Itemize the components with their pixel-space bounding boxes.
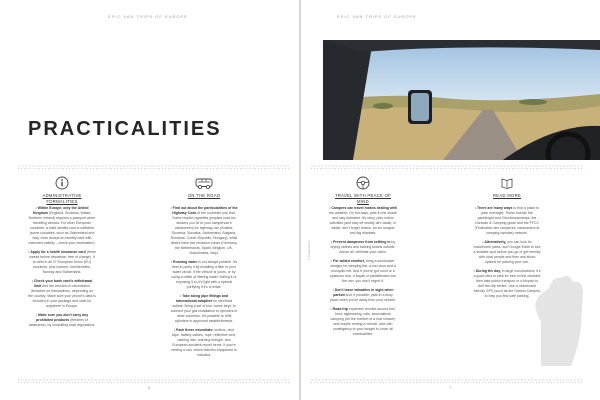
left-page [0,0,299,400]
paragraph: • Check your bank card's withdrawal limit and the amount of commission deducted on transactions, depending on the country. Make sure your phone's data is included in your package and valid for anywhere in Europe. [28,279,96,308]
decorative-border-top [18,165,289,170]
page-title: PRACTICALITIES [28,118,222,140]
right-page [301,0,600,400]
paragraph-text: to find a place to park overnight. These include the park4night and Checkbookcamps, the Caravan & Camping guide and the FFCC (Fédération des campeurs, caravaniers et camping-caristes) network. [474,206,540,235]
section-on-the-road [170,176,238,362]
paragraph-text: and the amount of commission deducted on transactions, depending on the country. Make sure your phone's data is included in your package and valid for anywhere in Europe. [28,284,96,308]
paragraph-lead: Apply for a health insurance card [30,250,86,254]
section-heading: ON THE ROAD [187,193,221,198]
paragraph: • Within Europe, only the United Kingdom (England, Scotland, Wales, Northern Ireland) requires a passport when travelling abroad. For other European countries, a valid identity card is sufficient (some countries, such as Switzerland and Italy, even accept an identity card with extended validity – check your destination). [28,206,96,245]
section-administrative [28,176,96,332]
van-windshield-photo [323,40,600,160]
decorative-border-bottom [311,379,582,384]
paragraph-text: toolbox, duct tape, battery cables, rope, reflective vest, parking disc, warning triangle, and European accident report forms. If you're renting a van, check that this equipment is included. [171,328,237,357]
paragraph-lead: Check your bank card's withdrawal limit [33,279,93,288]
paragraph-text: expenses revolve around fuel, food, sightseeing, tolls, associations camping (for the comfort of a real shower) and maybe renting a vehicle. Add with contingency to your budget to cover all eventualities. [330,307,396,336]
paragraph: • Campers can travel means dealing with the weather. On hot days, park in the shade and stay hydrated. It's rainy, plan indoor activities (and stay off muddy dirt roads). In winter, don't forget chains, an ice scraper and big blankets. [329,206,397,235]
paragraph-lead: There are many ways [477,206,513,210]
section-peace-of-mind [329,176,397,341]
paragraph: • Don't leave valuables in sight when parked and, if possible, park in a busy place when you're away from your vehicle. [330,288,396,302]
paragraph: • There are many ways to find a place to park overnight. These include the park4night and Checkbookcamps, the Caravan & Camping guide and the FFCC (Fédération des campeurs, caravaniers et camping-caristes) network. [474,206,540,235]
paragraph-text: in large conurbations, it's a good idea to park for free on the outskirts then take public transport or a bicycle to visit the city centre. Use a motorhome friendly GPS (such as the Garmin Camper) to help you find safe parking. [473,269,541,298]
section-heading: TRAVEL WITH PEACE OF MIND [334,193,392,204]
running-head: EPIC VAN TRIPS OF EUROPE [108,14,188,19]
read-more-icon [500,176,514,190]
paragraph: • For added comfort, bring a sunshower, wedges for sleeping flat, a sun visor and a mosquito net. And if you've got room or a spacious rear, a kayak or paddleboard into the van, you won't regret it. [330,259,396,283]
paragraph-lead: For added comfort, [332,259,365,263]
decorative-border-top [311,165,582,170]
section-heading: READ MORE [492,193,522,198]
paragraph-text: (England, Scotland, Wales, Northern Ireland) requires a passport when travelling abroad. For other European countries, a valid identity card is sufficient (some countries, such as Switzerland and Italy, even accept an identity card with extended validity – check your destination). [28,211,96,245]
paragraph-lead: Road trip [332,307,348,311]
page-number-right: 7 [449,385,452,390]
paragraph-lead: Within Europe, only the United Kingdom [32,206,89,215]
paragraph: • During the day, in large conurbations, it's a good idea to park for free on the outskirts then take public transport or a bicycle to visit the city centre. Use a motorhome friendly GPS (such as the Garmin Camper) to help you find safe parking. [473,269,541,298]
paragraph: • Find out about the particularities of the Highway Code of the countries you visit. Some require vignettes (prepaid road tax stickers you fix to your campervan's windscreen) for highway use (Austria, Slovenia, Slovakia, Switzerland, Bulgaria, Romania, Czech Republic, Hungary), while others have low emission zones (Germany, the Netherlands, Spain, Belgium, UK, Scandinavia, Italy). [170,206,238,255]
section-heading: ADMINISTRATIVE FORMALITIES [42,193,82,204]
paragraph-lead: Take along pipe fittings and international adapters [175,294,229,303]
paragraph-lead: Prevent dampness from settling in [333,240,391,244]
paragraph-text: (firearms of weakness), by consulting local regulations. [28,318,96,327]
paragraph-lead: Don't leave valuables in sight when parked [333,288,394,297]
paragraph: • Road trip expenses revolve around fuel, food, sightseeing, tolls, associations camping (for the comfort of a real shower) and maybe renting a vehicle. Add with contingency to your budget to cover all eventualities. [330,307,396,336]
paragraph: • Apply for a health insurance card (three weeks before departure, free of charge). It is valid in all 27 European Union (EU) countries, plus Iceland, Liechtenstein, Norway and Switzerland. [28,250,96,274]
paragraph: • Make sure you don't carry any prohibited products (firearms of weakness), by consulting local regulations. [28,313,96,327]
paragraph-text: bring a sunshower, wedges for sleeping flat, a sun visor and a mosquito net. And if you've got room or a spacious rear, a kayak or paddleboard into the van, you won't regret it. [330,259,396,283]
decorative-border-bottom [18,379,289,384]
paragraph-text: by drying clothes and bathing towels outside. Above all, ventilate your cabin. [330,240,396,254]
paragraph: • Take along pipe fittings and international adapters for electrical outlets. Bring a set of four 'screw keys' to connect your gas installation to cylinders in other countries. It's possible to refill cylinders in approved establishments. [170,294,238,323]
paragraph-lead: Campers can travel means dealing with [331,206,397,210]
paragraph-text: and, if possible, park in a busy place when you're away from your vehicle. [330,293,396,302]
van-icon [194,176,214,190]
paragraph: • Alternatively, you can look for motorhome parks, surf Google Earth to see a suitable spot before you go or get friendly with local people and then ask about options for parking your van. [473,240,541,264]
paragraph: • Running water is not always potable. It's best to purify it by installing a filter in your water circuit. If the vehicle is yours, or by using a bottle of filtering water, boiling it or exposing it to UV light with a special purifying if it's a rental. [170,260,238,289]
paragraph-lead: Find out about the particularities of the Highway Code [172,206,238,215]
steering-wheel-icon [356,176,370,190]
paragraph-text: the weather. On hot days, park in the shade and stay hydrated. It's rainy, plan indoor activities (and stay off muddy dirt roads). In winter, don't forget chains, an ice scraper and big blankets. [329,211,397,235]
paragraph-lead: Make sure you don't carry any prohibited products [36,313,89,322]
paragraph-lead: Alternatively, [484,240,507,244]
paragraph-lead: Running water [173,260,198,264]
paragraph: • Pack these essentials: toolbox, duct tape, battery cables, rope, reflective vest, parking disc, warning triangle, and European accident report forms. If you're renting a van, check that this equipment is included. [171,328,237,357]
hand-watermark-icon [521,266,591,366]
paragraph-lead: During the day, [475,269,501,273]
paragraph-text: is not always potable. It's best to purify it by installing a filter in your water circuit. If the vehicle is yours, or by using a bottle of filtering water, boiling it or exposing it to UV light with a special purifying if it's a rental. [171,260,238,289]
paragraph-lead: Pack these essentials: [176,328,214,332]
paragraph-text: for electrical outlets. Bring a set of four 'screw keys' to connect your gas installation to cylinders in other countries. It's possible to refill cylinders in approved establishments. [170,299,238,323]
paragraph-text: of the countries you visit. Some require vignettes (prepaid road tax stickers you fix to your campervan's windscreen) for highway use (Austria, Slovenia, Slovakia, Switzerland, Bulgaria, Romania, Czech Republic, Hungary), while others have low emission zones (Germany, the Netherlands, Spain, Belgium, UK, Scandinavia, Italy). [170,211,238,255]
photo-credit: © Shutterstock [307,240,311,260]
info-icon [55,176,69,190]
running-head: EPIC VAN TRIPS OF EUROPE [337,14,417,19]
page-number-left: 6 [148,385,151,390]
paragraph-text: you can look for motorhome parks, surf Google Earth to see a suitable spot before you go or get friendly with local people and then ask about options for parking your van. [473,240,541,264]
paragraph-text: (three weeks before departure, free of charge). It is valid in all 27 European Union (EU) countries, plus Iceland, Liechtenstein, Norway and Switzerland. [29,250,96,274]
paragraph: • Prevent dampness from settling in by drying clothes and bathing towels outside. Above all, ventilate your cabin. [330,240,396,254]
